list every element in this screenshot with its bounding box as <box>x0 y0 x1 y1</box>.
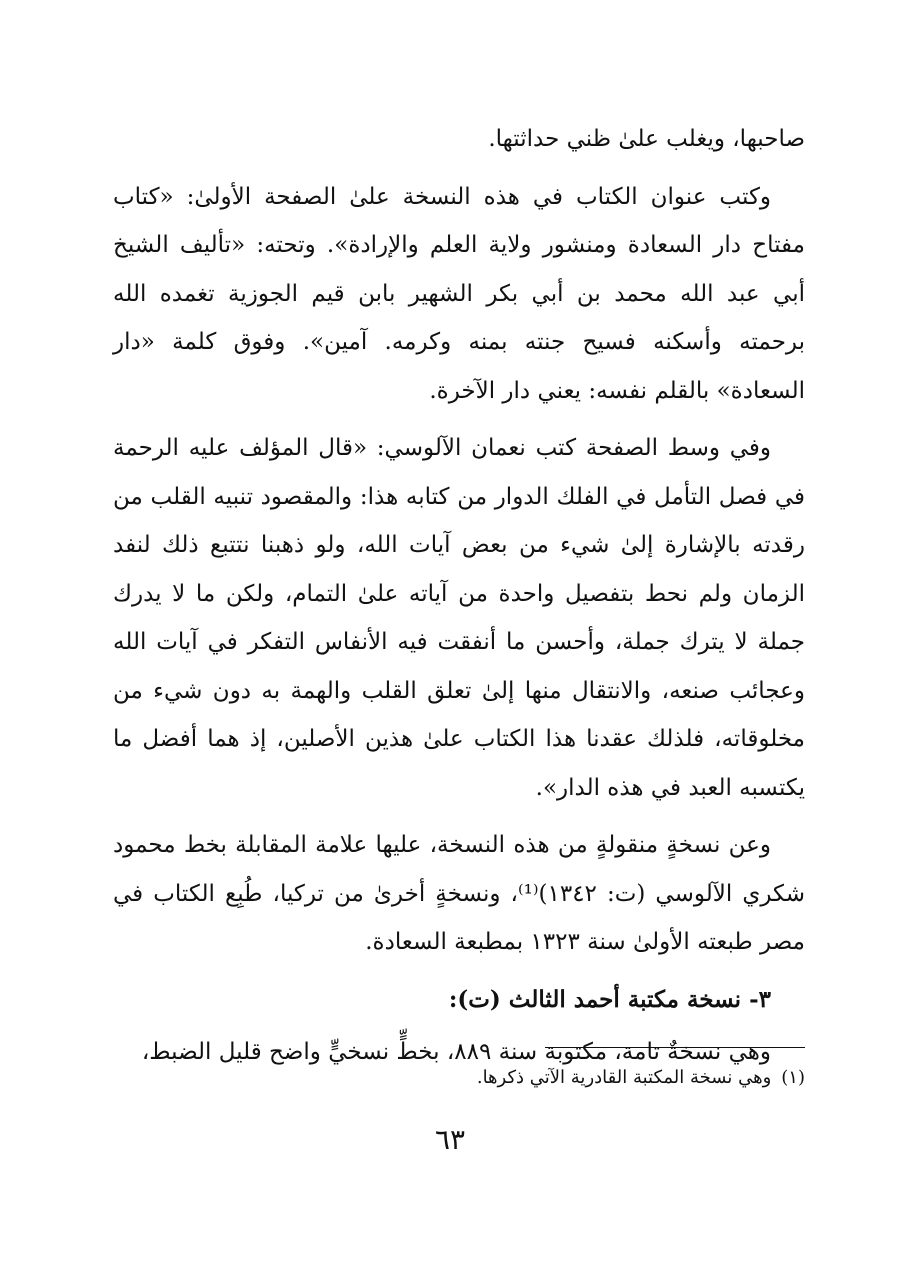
paragraph-2: وكتب عنوان الكتاب في هذه النسخة علىٰ الصفحة الأولىٰ: «كتاب مفتاح دار السعادة ومنشور ولاية العلم والإرادة». وتحته: «تأليف الشيخ أبي عبد الله محمد بن أبي بكر الشهير بابن قيم الجوزية تغمده الله برحمته وأسكنه فسيح جنته بمنه وكرمه. آمين». وفوق كلمة «دار السعادة» بالقلم نفسه: يعني دار الآخرة. <box>113 183 805 404</box>
footnote-text: وهي نسخة المكتبة القادرية الآتي ذكرها. <box>476 1067 772 1088</box>
main-text <box>113 115 805 1085</box>
paragraph-1: صاحبها، ويغلب علىٰ ظني حداثتها. <box>488 126 805 152</box>
paragraph-3: وفي وسط الصفحة كتب نعمان الآلوسي: «قال المؤلف عليه الرحمة في فصل التأمل في الفلك الدوار من كتابه هذا: والمقصود تنبيه القلب من رقدته بالإشارة إلىٰ شيء من بعض آيات الله، ولو ذهبنا نتتبع ذلك لنفد الزمان ولم نحط بتفصيل واحدة من آياته علىٰ التمام، ولكن ما لا يدرك جملة لا يترك جملة، وأحسن ما أنفقت فيه الأنفاس التفكر في آيات الله وعجائب صنعه، والانتقال منها إلىٰ تعلق القلب والهمة به دون شيء من مخلوقاته، فلذلك عقدنا هذا الكتاب علىٰ هذين الأصلين، إذ هما أفضل ما يكتسبه العبد في هذه الدار». <box>113 435 805 801</box>
footnote-divider <box>545 1047 805 1048</box>
paragraph-4: وعن نسخةٍ منقولةٍ من هذه النسخة، عليها علامة المقابلة بخط محمود شكري الآلوسي (ت: ١٣٤٢)⁽¹⁾، ونسخةٍ أخرىٰ من تركيا، طُبِع الكتاب في مصر طبعته الأولىٰ سنة ١٣٢٣ بمطبعة السعادة. <box>113 832 805 955</box>
footnote <box>113 1062 805 1094</box>
page-number: ٦٣ <box>434 1123 466 1156</box>
footnote-number: (١) <box>781 1067 805 1088</box>
section-heading: ٣- نسخة مكتبة أحمد الثالث (ت): <box>448 985 771 1013</box>
paragraph-5: وهي نسخةٌ تامة، مكتوبة سنة ٨٨٩، بخطٍّ نسخيٍّ واضح قليل الضبط، <box>141 1038 771 1065</box>
